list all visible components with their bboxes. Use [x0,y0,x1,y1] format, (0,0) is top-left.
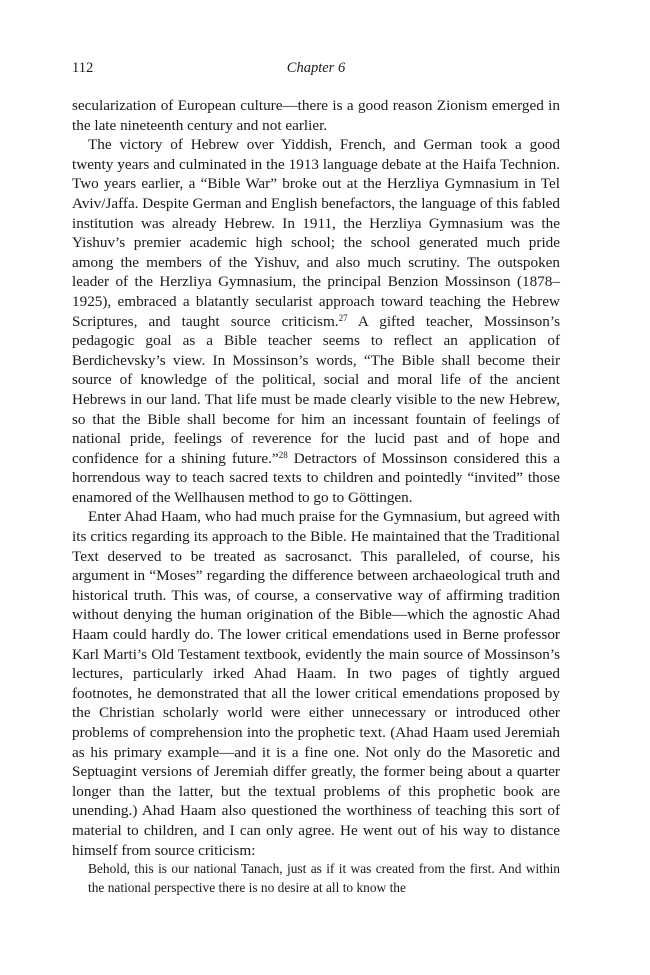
footnote-marker-27: 27 [338,312,348,323]
body-text [72,96,560,860]
paragraph-2-text-a: The victory of Hebrew over Yiddish, French, and German took a good twenty years and culminated in the 1913 language debate at the Haifa Technion. Two years earlier, a “Bible War” broke out at the Herzliya Gymnasium in Tel Aviv/Jaffa. Despite German and English benefactors, the language of this fabled institution was already Hebrew. In 1911, the Herzliya Gymnasium was the Yishuv’s premier academic high school; the school generated much pride among the members of the Yishuv, and also much scrutiny. The outspoken leader of the Herzliya Gymnasium, the principal Benzion Mossinson (1878–1925), embraced a blatantly secularist approach toward teaching the Hebrew Scriptures, and taught source criticism. [72,136,560,330]
paragraph-1: secularization of European culture—there is a good reason Zionism emerged in the late nineteenth century and not earlier. [72,97,560,134]
footnote-marker-28: 28 [278,449,288,460]
page-number: 112 [72,60,94,76]
paragraph-3: Enter Ahad Haam, who had much praise for the Gymnasium, but agreed with its critics regarding its approach to the Bible. He maintained that the Traditional Text deserved to be treated as sacrosanct. This paralleled, of course, his argument in “Moses” regarding the difference between archaeological truth and historical truth. This was, of course, a conservative way of affirming tradition without denying the human origination of the Bible—which the agnostic Ahad Haam could hardly do. The lower critical emendations used in Berne professor Karl Marti’s Old Testament textbook, evidently the main source of Mossinson’s lectures, particularly irked Ahad Haam. In two pages of tightly argued footnotes, he demonstrated that all the lower critical emendations proposed by the Christian scholarly world were either unnecessary or introduced other problems of comprehension into the prophetic text. (Ahad Haam used Jeremiah as his primary example—and it is a fine one. Not only do the Masoretic and Septuagint versions of Jeremiah differ greatly, the former being about a quarter longer than the latter, but the textual problems of this prophetic book are unending.) Ahad Haam also questioned the worthiness of teaching this sort of material to children, and I can only agree. He went out of his way to distance himself from source criticism: [72,508,560,859]
block-quote [88,860,560,897]
page-header [72,60,560,80]
paragraph-2 [72,135,560,507]
paragraph-2-text-b: A gifted teacher, Mossinson’s pedagogic goal as a Bible teacher seems to reflect an application of Berdichevsky’s view. In Mossinson’s words, “The Bible shall become their source of knowledge of the political, social and moral life of the ancient Hebrews in our land. That life must be made clearly visible to the new Hebrew, so that the Bible shall become for him an incessant fountain of feelings of national pride, feelings of reverence for the lucid past and of hope and confidence for a shining future.” [72,312,561,467]
block-quote-text: Behold, this is our national Tanach, just as if it was created from the first. And within the national perspective there is no desire at all to know the [88,861,560,895]
paragraph-2-text-c: Detractors of Mossinson considered this a horrendous way to teach sacred texts to children and pointedly “invited” those enamored of the Wellhausen method to go to Göttingen. [72,449,561,506]
running-head: Chapter 6 [286,60,346,76]
